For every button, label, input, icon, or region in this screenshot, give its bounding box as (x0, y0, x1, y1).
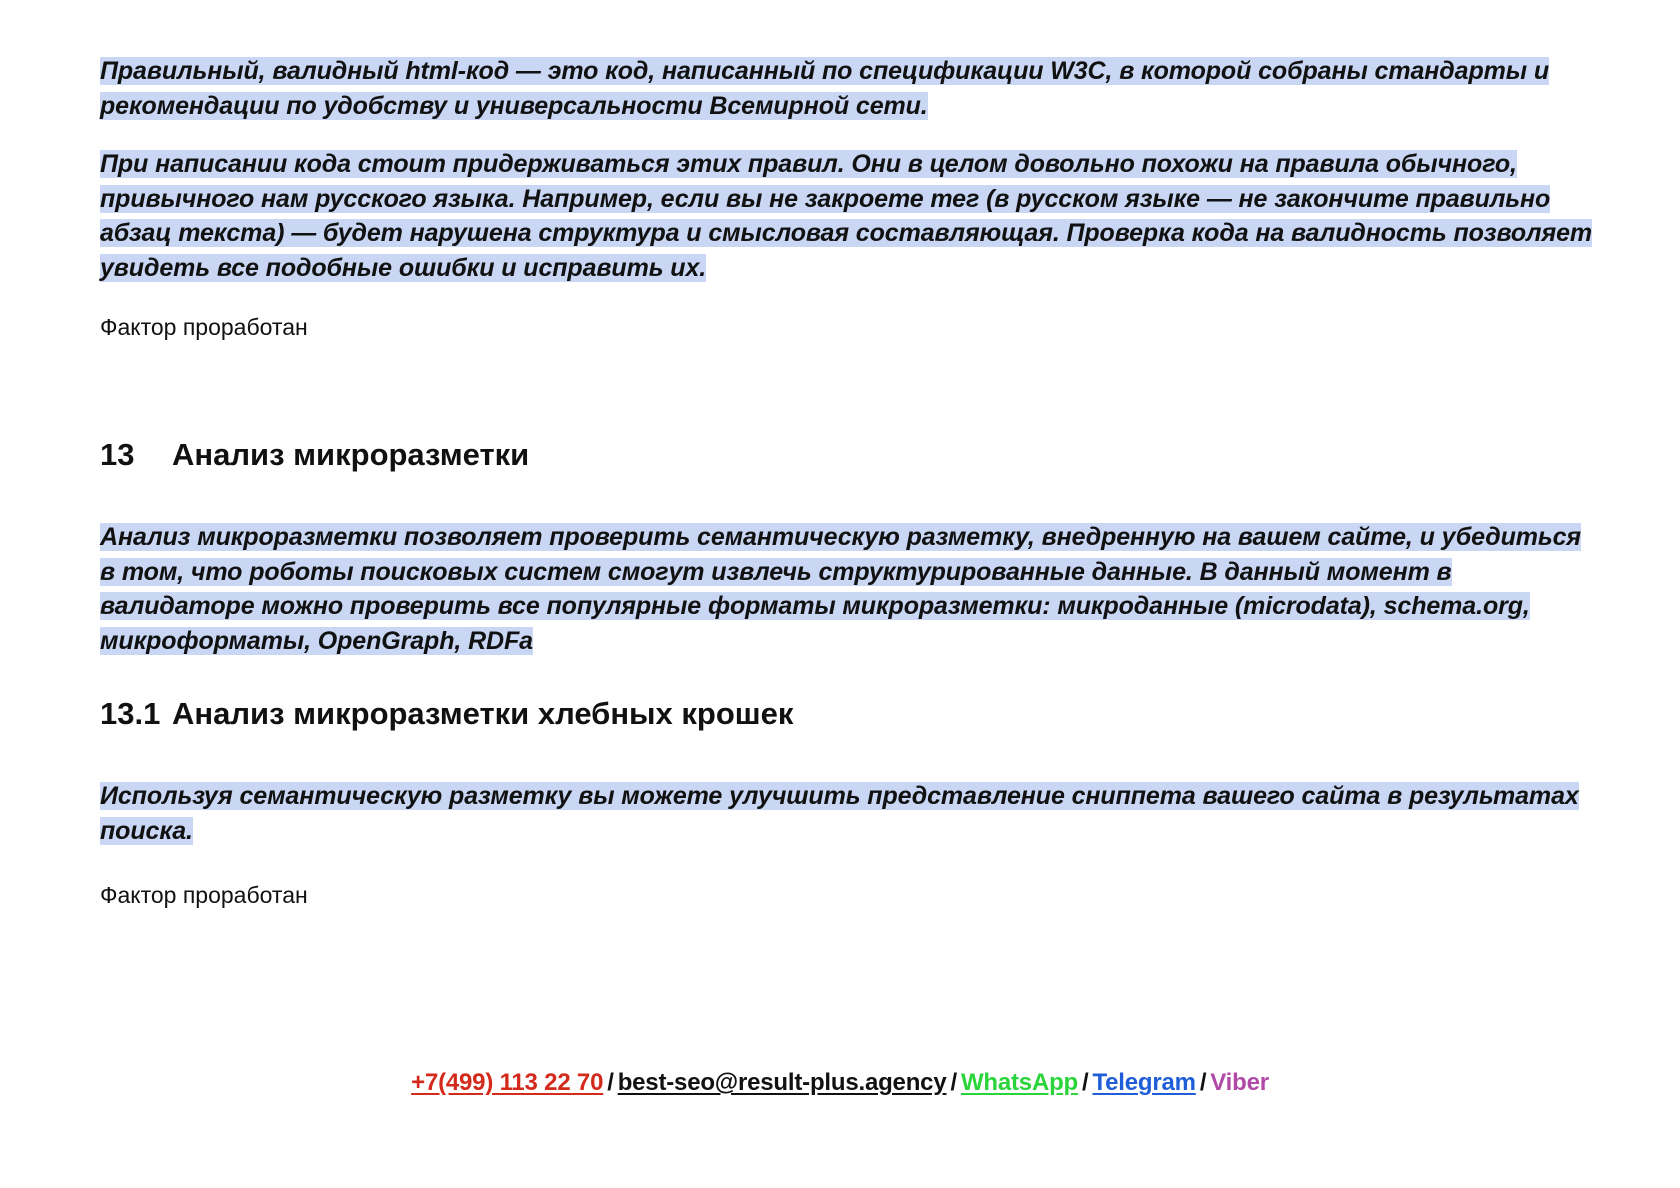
section-number: 13.1 (100, 696, 161, 731)
highlighted-text: При написании кода стоит придерживаться этих правил. Они в целом довольно похожи на правила обычного, привычного нам русского языка. Например, если вы не закроете тег (в русском языке — не закончите правильно абзац текста) — будет нарушена структура и смысловая составляющая. Проверка кода на валидность позволяет увидеть все подобные ошибки и исправить их. (100, 150, 1593, 282)
section-number: 13 (100, 437, 135, 472)
paragraph-microdata-analysis (100, 520, 1600, 658)
whatsapp-link[interactable]: WhatsApp (960, 1069, 1078, 1096)
highlighted-text: Анализ микроразметки позволяет проверить семантическую разметку, внедренную на вашем сайте, и убедиться в том, что роботы поисковых систем смогут извлечь структурированные данные. В данный момент в валидаторе можно проверить все популярные форматы микроразметки: микроданные (microdata), schema.org, микроформаты, OpenGraph, RDFa (100, 523, 1582, 655)
telegram-link[interactable]: Telegram (1092, 1069, 1196, 1096)
paragraph-breadcrumbs (100, 779, 1600, 848)
phone-link[interactable]: +7(499) 113 22 70 (411, 1069, 604, 1096)
section-heading-13-1 (100, 696, 793, 732)
paragraph-html-validity (100, 54, 1600, 123)
separator: / (607, 1069, 614, 1096)
status-text: Фактор проработан (100, 882, 308, 908)
section-heading-13 (100, 437, 529, 473)
contact-footer (0, 1068, 1680, 1098)
section-title: Анализ микроразметки (172, 437, 530, 472)
status-text: Фактор проработан (100, 314, 308, 340)
viber-link[interactable]: Viber (1210, 1069, 1269, 1096)
section-title: Анализ микроразметки хлебных крошек (172, 696, 794, 731)
separator: / (1199, 1069, 1207, 1096)
highlighted-text: Правильный, валидный html-код — это код, написанный по спецификации W3C, в которой собраны стандарты и рекомендации по удобству и универсальности Всемирной сети. (100, 57, 1550, 120)
paragraph-code-rules (100, 147, 1600, 285)
highlighted-text: Используя семантическую разметку вы можете улучшить представление сниппета вашего сайта в результатах поиска. (100, 782, 1579, 845)
separator: / (950, 1069, 957, 1096)
email-link[interactable]: best-seo@result-plus.agency (617, 1069, 947, 1096)
separator: / (1082, 1069, 1089, 1096)
